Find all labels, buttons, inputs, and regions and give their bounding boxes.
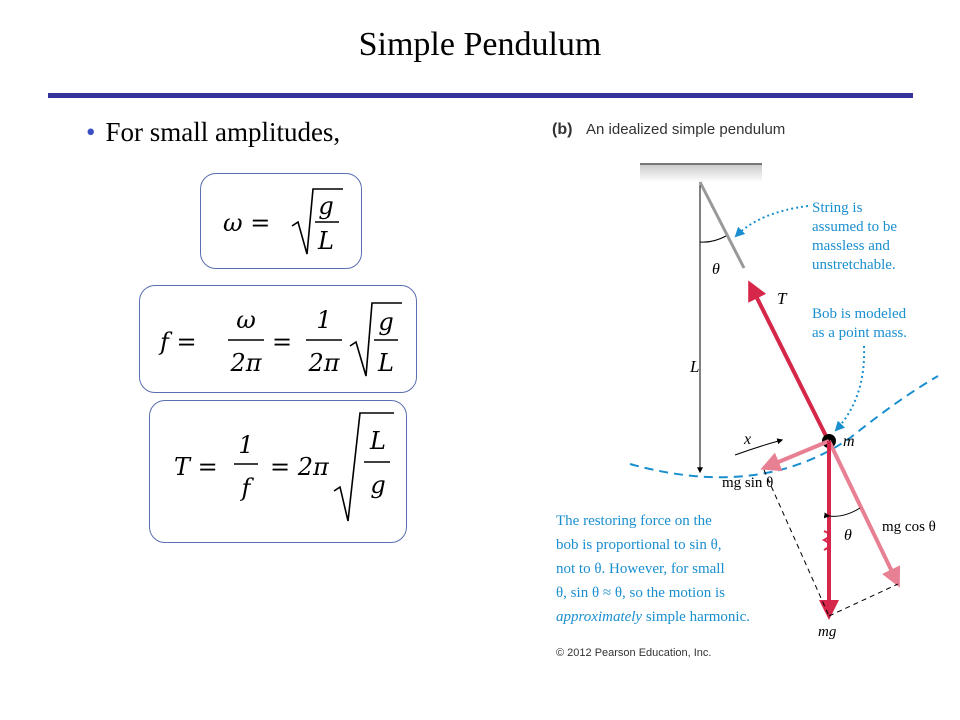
- frequency-second-numerator: 1: [316, 306, 332, 334]
- period-first-denominator: f: [241, 474, 251, 502]
- ceiling-support: [640, 164, 762, 182]
- displacement-label: x: [744, 431, 752, 448]
- frequency-equation-box: [139, 285, 417, 393]
- period-equation-lhs: T =: [174, 453, 218, 481]
- frequency-first-numerator: ω: [236, 306, 256, 334]
- top-angle-arc: [700, 236, 726, 242]
- pendulum-string: [700, 182, 744, 268]
- tangential-component-vector: [764, 441, 829, 468]
- period-second-equals: = 2π: [270, 453, 329, 481]
- displacement-arrow: [735, 440, 782, 455]
- frequency-second-denominator: 2π: [308, 349, 340, 377]
- slide-title: Simple Pendulum: [358, 26, 602, 63]
- omega-equation-box: [200, 173, 362, 269]
- note-bob-line-2: as a point mass.: [812, 325, 907, 341]
- frequency-first-denominator: 2π: [230, 349, 262, 377]
- note-bob-pointer: [836, 346, 864, 430]
- period-first-numerator: 1: [238, 431, 254, 459]
- length-label: L: [690, 357, 700, 376]
- tension-label: T: [777, 289, 787, 308]
- note-restoring-line-4: θ, sin θ ≈ θ, so the motion is: [556, 585, 725, 601]
- note-restoring-line-1: The restoring force on the: [556, 513, 712, 529]
- frequency-equation-lhs: f =: [160, 328, 197, 356]
- bob-angle-arc: [829, 508, 860, 516]
- note-string-line-4: unstretchable.: [812, 257, 896, 273]
- construction-line-left: [764, 470, 829, 616]
- frequency-second-equals: =: [272, 328, 293, 356]
- note-restoring-line-3: not to θ. However, for small: [556, 561, 725, 577]
- bullet-dot-icon: •: [86, 117, 96, 147]
- omega-equation-lhs: ω =: [223, 209, 271, 237]
- omega-sqrt-denominator: L: [318, 227, 334, 255]
- note-restoring-rest: simple harmonic.: [642, 609, 750, 625]
- bullet-text: For small amplitudes,: [105, 117, 341, 147]
- gravity-force-label: mg: [818, 624, 837, 640]
- tangential-force-label: mg sin θ: [722, 475, 774, 491]
- note-bob-line-1: Bob is modeled: [812, 306, 907, 322]
- note-restoring-line-2: bob is proportional to sin θ,: [556, 537, 722, 553]
- period-sqrt-denominator: g: [370, 471, 386, 499]
- title-divider: [48, 93, 913, 98]
- radial-force-label: mg cos θ: [882, 519, 936, 535]
- copyright-notice: © 2012 Pearson Education, Inc.: [556, 647, 712, 659]
- note-restoring-italic: approximately: [556, 609, 643, 625]
- swing-path-arc: [630, 376, 938, 477]
- note-restoring-line-5: [556, 609, 750, 625]
- period-equation-box: [149, 400, 407, 543]
- bob-angle-label: θ: [844, 527, 852, 544]
- note-string-line-1: String is: [812, 200, 863, 216]
- frequency-sqrt-numerator: g: [378, 308, 394, 336]
- pendulum-figure: [530, 108, 950, 673]
- top-angle-label: θ: [712, 261, 720, 278]
- note-string-line-2: assumed to be: [812, 219, 897, 235]
- bullet-item: [86, 117, 340, 148]
- note-string-pointer: [736, 206, 808, 236]
- figure-caption-label: (b): [552, 121, 573, 138]
- frequency-sqrt-denominator: L: [378, 349, 394, 377]
- omega-sqrt-numerator: g: [318, 192, 334, 220]
- radial-component-vector: [829, 441, 898, 584]
- figure-caption-text: An idealized simple pendulum: [586, 121, 786, 138]
- note-string-line-3: massless and: [812, 238, 890, 254]
- period-sqrt-numerator: L: [370, 427, 386, 455]
- construction-line-right: [829, 584, 898, 616]
- mass-label: m: [843, 433, 855, 450]
